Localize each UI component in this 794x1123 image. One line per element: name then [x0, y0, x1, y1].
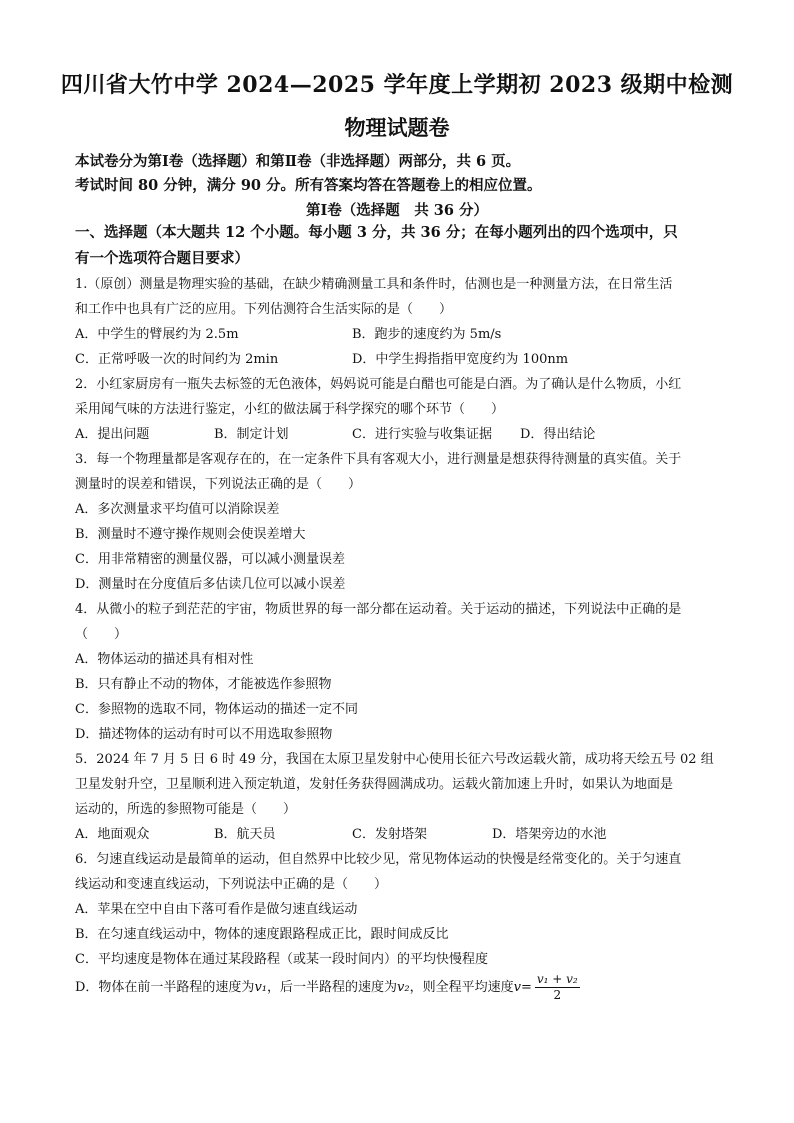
q6-stem-line-1: 6．匀速直线运动是最简单的运动，但自然界中比较少见，常见物体运动的快慢是经常变化的。关于匀速直 — [75, 852, 682, 867]
q6-equals-sign: = — [520, 980, 532, 995]
section-heading-line-2: 有一个选项符合题目要求） — [75, 250, 249, 267]
q6-stem-line-2: 线运动和变速直线运动，下列说法中正确的是（ ） — [75, 877, 388, 892]
q4-option-a: A．物体运动的描述具有相对性 — [75, 652, 254, 667]
intro-line-2: 考试时间 80 分钟，满分 90 分。所有答案均答在答题卷上的相应位置。 — [75, 177, 542, 194]
q6-option-b: B．在匀速直线运动中，物体的速度跟路程成正比，跟时间成反比 — [75, 927, 449, 942]
q5-option-a: A．地面观众 — [75, 827, 150, 842]
q6-option-c: C．平均速度是物体在通过某段路程（或某一段时间内）的平均快慢程度 — [75, 952, 488, 967]
exam-title: 四川省大竹中学 2024—2025 学年度上学期初 2023 级期中检测 — [60, 72, 734, 98]
q3-option-a: A．多次测量求平均值可以消除误差 — [75, 502, 280, 517]
q2-option-a: A．提出问题 — [75, 427, 150, 442]
q4-option-c: C．参照物的选取不同，物体运动的描述一定不同 — [75, 702, 358, 717]
section-heading-line-1: 一、选择题（本大题共 12 个小题。每小题 3 分，共 36 分；在每小题列出的四个选项中，只 — [75, 224, 678, 241]
q2-option-c: C．进行实验与收集证据 — [352, 427, 492, 442]
q1-option-c: C．正常呼吸一次的时间约为 2min — [75, 352, 279, 367]
q6-option-a: A．苹果在空中自由下落可看作是做匀速直线运动 — [75, 902, 358, 917]
q6-v2: v₂ — [397, 980, 410, 995]
q5-stem-line-1: 5．2024 年 7 月 5 日 6 时 49 分，我国在太原卫星发射中心使用长征六号改运载火箭，成功将天绘五号 02 组 — [75, 752, 714, 767]
q3-option-d: D．测量时在分度值后多估读几位可以减小误差 — [75, 577, 346, 592]
q5-option-c: C．发射塔架 — [352, 827, 427, 842]
q6-option-d — [75, 972, 580, 1003]
q4-stem-line-2: （ ） — [75, 627, 128, 642]
q3-stem-line-1: 3．每一个物理量都是客观存在的，在一定条件下具有客观大小，进行测量是想获得待测量的真实值。关于 — [75, 452, 682, 467]
q6-fraction-numerator: v₁ + v₂ — [536, 972, 578, 986]
q5-stem-line-3: 运动的，所选的参照物可能是（ ） — [75, 802, 297, 817]
section-title: 第Ⅰ卷（选择题 共 36 分） — [305, 202, 489, 219]
q6-fraction — [535, 972, 580, 1003]
section-heading — [75, 220, 725, 272]
q6-v: v — [513, 980, 521, 995]
intro-line-1: 本试卷分为第Ⅰ卷（选择题）和第Ⅱ卷（非选择题）两部分，共 6 页。 — [75, 153, 521, 170]
q6-option-d-suffix: ，则全程平均速度 — [409, 980, 514, 995]
q2-option-b: B．制定计划 — [214, 427, 289, 442]
q1-option-a: A．中学生的臂展约为 2.5m — [75, 327, 239, 342]
q2-stem-line-1: 2．小红家厨房有一瓶失去标签的无色液体，妈妈说可能是白醋也可能是白酒。为了确认是什么物质，小红 — [75, 377, 682, 392]
q1-option-d: D．中学生拇指指甲宽度约为 100nm — [352, 352, 569, 367]
q6-option-d-prefix: D．物体在前一半路程的速度为 — [75, 980, 255, 995]
q3-stem-line-2: 测量时的误差和错误，下列说法正确的是（ ） — [75, 477, 362, 492]
q4-stem-line-1: 4．从微小的粒子到茫茫的宇宙，物质世界的每一部分都在运动着。关于运动的描述，下列说法中正确的是 — [75, 602, 682, 617]
q6-option-d-middle: ，后一半路程的速度为 — [267, 980, 398, 995]
q4-option-b: B．只有静止不动的物体，才能被选作参照物 — [75, 677, 332, 692]
q6-v1: v₁ — [254, 980, 267, 995]
q4-option-d: D．描述物体的运动有时可以不用选取参照物 — [75, 727, 333, 742]
q5-stem-line-2: 卫星发射升空，卫星顺利进入预定轨道，发射任务获得圆满成功。运载火箭加速上升时，如果认为地面是 — [75, 777, 674, 792]
exam-subtitle: 物理试题卷 — [344, 115, 450, 140]
q6-fraction-denominator: 2 — [553, 988, 562, 1002]
q5-option-b: B．航天员 — [214, 827, 276, 842]
q1-option-b: B．跑步的速度约为 5m/s — [352, 327, 502, 342]
q2-option-d: D．得出结论 — [520, 427, 596, 442]
q1-stem-line-1: 1.（原创）测量是物理实验的基础，在缺少精确测量工具和条件时，估测也是一种测量方法，在日常生活 — [75, 277, 673, 292]
q5-option-d: D．塔架旁边的水池 — [492, 827, 607, 842]
q1-stem-line-2: 和工作中也具有广泛的应用。下列估测符合生活实际的是（ ） — [75, 302, 453, 317]
q3-option-c: C．用非常精密的测量仪器，可以减小测量误差 — [75, 552, 345, 567]
q2-stem-line-2: 采用闻气味的方法进行鉴定，小红的做法属于科学探究的哪个环节（ ） — [75, 402, 505, 417]
q3-option-b: B．测量时不遵守操作规则会使误差增大 — [75, 527, 306, 542]
